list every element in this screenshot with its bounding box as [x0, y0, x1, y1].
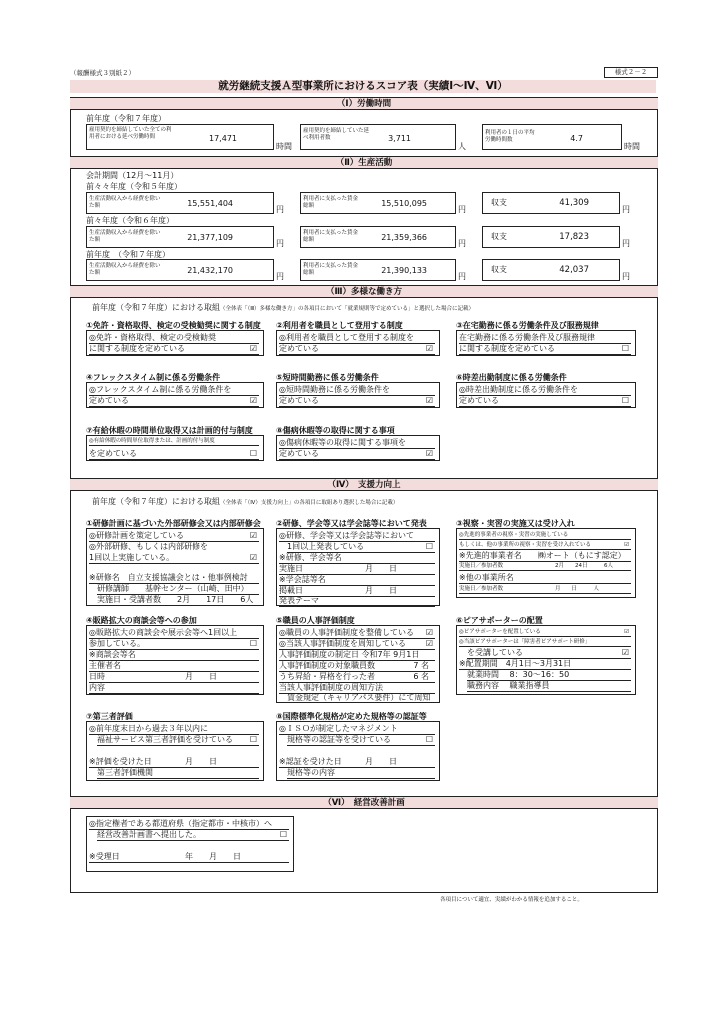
sec1-c1-value: 17,471 [209, 134, 237, 143]
sec6-line3: ※受理日 年 月 日 [89, 852, 289, 863]
sec3-item5-title: ⑤短時間勤務に係る労働条件 [276, 373, 379, 382]
sec4-item4-line5: 日時 月 日 [89, 672, 259, 683]
sec2-row3-c-value: 42,037 [559, 265, 589, 275]
sec6-header: （Ⅵ） 経営改善計画 [70, 796, 658, 809]
sec4-item6-line3: を受講している ☑ [467, 648, 629, 657]
sec2-row3-year: 前年度 （令和７年度） [86, 250, 170, 259]
checkbox-icon[interactable]: ☐ [621, 344, 629, 353]
sec2-label-c: 収支 [491, 265, 507, 274]
sec1-cell1 [86, 124, 274, 150]
sec3-intro-main: 前年度（令和７年度）における取組 [92, 303, 220, 312]
sec4-item6-line1: ◎ピアサポーターを配置している ☑ [459, 629, 629, 635]
sec2-label-b: 利用者に支払った賃金総額 [303, 263, 359, 276]
sec4-item5-line1: ◎職員の人事評価制度を整備している ☑ [279, 628, 433, 637]
sec3-intro [92, 303, 652, 313]
sec4-item5-line2: ◎当該人事評価制度を周知している ☑ [279, 639, 433, 648]
sec4-item6-line4: ※配置期間 4月1日～3月31日 [459, 659, 631, 670]
sec2-label-b: 利用者に支払った賃金総額 [303, 230, 359, 243]
sec4-item2-line7: 発表テーマ [279, 596, 435, 607]
sec4-item2-line3: ※研修、学会等名 [279, 553, 435, 564]
sec4-intro-note: （全体表「（Ⅳ）支援力向上」の各項目に取組あり選択した場合に記載） [220, 500, 399, 506]
sec3-item4-title: ④フレックスタイム制に係る労働条件 [86, 373, 221, 382]
sec2-row2-b [300, 226, 456, 248]
sec2-row2-b-value: 21,359,366 [381, 233, 427, 242]
sec4-item4-title: ④販路拡大の商談会等への参加 [86, 616, 197, 625]
sec4-item7-title: ⑦第三者評価 [86, 712, 133, 721]
sec2-unit: 円 [458, 205, 466, 214]
checkbox-icon[interactable]: ☑ [249, 531, 257, 540]
sec3-intro-note: （全体表「（Ⅲ）多様な働き方」の各項目において「就業規則等で定めている」と選択した場合に記載） [220, 306, 475, 312]
form-id: （報酬様式３別紙２） [70, 69, 135, 77]
sec4-item1-line1: ◎研修計画を策定している ☑ [89, 531, 257, 540]
sec3-item5-box [276, 382, 440, 408]
sec1-c3-unit: 時間 [624, 142, 640, 151]
sec4-item8-line1: ◎ＩＳＯが制定したマネジメント [279, 724, 435, 735]
checkbox-icon[interactable]: ☑ [425, 449, 433, 458]
sec3-item6-line2: 定めている ☐ [459, 396, 629, 405]
sec1-cell3 [482, 124, 622, 150]
sec2-row1-c [482, 192, 620, 214]
sec3-item3-box [456, 330, 636, 356]
sec4-item4-line6: 内容 [89, 683, 259, 694]
form-number: 様式２－２ [604, 67, 658, 78]
sec4-item1-title: ①研修計画に基づいた外部研修会又は内部研修会 [86, 519, 261, 528]
sec4-item6-line5: 就業時間 8：30～16：50 [467, 670, 631, 681]
sec6-box [86, 816, 294, 872]
sec4-item5-line4: 人事評価制度の対象職員数 7 名 [279, 661, 435, 672]
sec1-c2-unit: 人 [458, 142, 466, 151]
sec1-c1-unit: 時間 [276, 142, 292, 151]
sec2-row1-a-value: 15,551,404 [187, 199, 233, 208]
checkbox-icon[interactable]: ☑ [425, 344, 433, 353]
sec4-item5-title: ⑤職員の人事評価制度 [276, 616, 355, 625]
sec4-item2-line5: ※学会誌等名 [279, 575, 435, 586]
sec4-item8-box [276, 721, 440, 781]
sec4-item5-line6: 当該人事評価制度の周知方法 [279, 683, 435, 694]
sec3-item6-box [456, 382, 636, 408]
sec4-item2-title: ②研修、学会等又は学会誌等において発表 [276, 519, 427, 528]
sec4-item5-box [276, 625, 440, 703]
sec6-line2: 経営改善計画書へ提出した。 ☐ [97, 830, 287, 839]
sec4-item1-box [86, 528, 264, 606]
sec1-header: （Ⅰ）労働時間 [70, 97, 658, 110]
sec4-item4-line3: ※商談会等名 [89, 650, 259, 661]
sec2-row1-year: 前々々年度（令和５年度） [86, 182, 182, 191]
sec3-item8-title: ⑧傷病休暇等の取得に関する事項 [276, 426, 395, 435]
sec6-line1: ◎指定権者である都道府県（指定都市・中核市）へ [89, 819, 289, 830]
sec4-item1-line5: 研修講師 基幹センター（山崎、田中） [97, 584, 259, 595]
sec2-unit: 円 [458, 272, 466, 281]
sec3-item1-box [86, 330, 264, 356]
sec4-item7-line3: ※評価を受けた日 月 日 [89, 757, 259, 768]
sec4-item6-line2: ◎当該ピアサポーターは「障害者ピアサポート研修」 [459, 639, 631, 647]
sec2-row2-c [482, 226, 620, 248]
sec3-item4-line1: ◎フレックスタイム制に係る労働条件を [89, 385, 259, 396]
sec2-label-a: 生産活動収入から経費を除いた額 [89, 263, 161, 276]
sec1-c3-label: 利用者の１日の平均労働時間数 [485, 130, 535, 143]
sec3-item8-line2: 定めている ☑ [279, 449, 433, 458]
checkbox-icon[interactable]: ☑ [425, 639, 433, 648]
sec2-label-a: 生産活動収入から経費を除いた額 [89, 230, 161, 243]
checkbox-icon[interactable]: ☐ [425, 735, 433, 744]
sec3-item2-box [276, 330, 440, 356]
checkbox-icon[interactable]: ☑ [425, 628, 433, 637]
sec4-header: （Ⅳ） 支援力向上 [70, 478, 658, 491]
checkbox-icon[interactable]: ☑ [249, 553, 257, 562]
sec2-label-b: 利用者に支払った賃金総額 [303, 196, 359, 209]
sec4-item2-line2: 1回以上発表している ☐ [287, 542, 433, 551]
sec4-item3-line3: ※先進的事業者名 ㈱オート（もにす認定） [459, 551, 631, 562]
sec2-label-a: 生産活動収入から経費を除いた額 [89, 196, 161, 209]
sec4-item2-line6: 掲載日 月 日 [279, 586, 435, 597]
sec2-row3-b-value: 21,390,133 [381, 266, 427, 275]
checkbox-icon[interactable]: ☑ [425, 396, 433, 405]
sec4-item7-line2: 福祉サービス第三者評価を受けている ☐ [97, 735, 257, 744]
sec4-item3-line4: 実施日／参加者数 2月 24日 6人 [459, 563, 631, 571]
sec2-unit: 円 [276, 205, 284, 214]
checkbox-icon[interactable]: ☐ [249, 735, 257, 744]
sec4-item4-line1: ◎販路拡大の商談会や展示会等へ1回以上 [89, 628, 259, 639]
sec3-item7-line2: を定めている ☐ [89, 449, 257, 458]
sec3-item4-line2: 定めている ☑ [89, 396, 257, 405]
sec2-label-c: 収支 [491, 198, 507, 207]
checkbox-icon[interactable]: ☑ [621, 648, 629, 657]
sec4-intro-main: 前年度（令和７年度）における取組 [92, 497, 220, 506]
sec4-item1-line4: ※研修名 自立支援協議会とは・他事例検討 [89, 573, 259, 584]
sec4-item4-line4: 主催者名 [89, 661, 259, 672]
sec4-item1-line3: 1回以上実施している。 ☑ [89, 553, 257, 562]
sec2-row3-a-value: 21,432,170 [187, 266, 233, 275]
sec3-item8-box [276, 435, 440, 461]
checkbox-icon[interactable]: ☑ [624, 629, 629, 635]
sec3-item5-line1: ◎短時間勤務に係る労働条件を [279, 385, 435, 396]
sec4-item8-line4: 規格等の内容 [287, 768, 435, 779]
sec4-item7-box [86, 721, 264, 781]
checkbox-icon[interactable]: ☑ [249, 344, 257, 353]
checkbox-icon[interactable]: ☐ [425, 542, 433, 551]
sec4-item7-line4: 第三者評価機関 [97, 768, 259, 779]
sec3-item3-title: ③在宅勤務に係る労働条件及び服務規律 [456, 321, 599, 330]
sec4-item8-title: ⑧国際標準化規格が定めた規格等の認証等 [276, 712, 427, 721]
sec3-item2-line2: 定めている ☑ [279, 344, 433, 353]
sec3-item7-box [86, 435, 264, 461]
sec3-item7-title: ⑦有給休暇の時間単位取得又は計画的付与制度 [86, 426, 253, 435]
sec2-unit: 円 [622, 272, 630, 281]
sec3-item1-line1: ◎免許・資格取得、検定の受検勧奨 [89, 333, 259, 344]
sec2-row2-c-value: 17,823 [559, 232, 589, 242]
sec4-item2-line4: 実施日 月 日 [279, 564, 435, 575]
sec4-item1-line2: ◎外部研修、もしくは内部研修を [89, 542, 208, 551]
checkbox-icon[interactable]: ☑ [249, 396, 257, 405]
sec4-item4-box [86, 625, 264, 695]
sec3-item6-line1: ◎時差出勤制度に係る労働条件を [459, 385, 631, 396]
sec4-item3-line5: ※他の事業所名 [459, 573, 631, 584]
sec4-item3-line2: もしくは、他の事業所の視察・実習を受け入れている ☑ [459, 542, 629, 548]
sec4-intro [92, 497, 652, 507]
sec3-header: （Ⅲ）多様な働き方 [70, 285, 658, 298]
sec4-item5-line5: うち昇給・昇格を行った者 6 名 [279, 672, 435, 683]
sec4-item2-box [276, 528, 440, 606]
sec4-item8-line3: ※認証を受けた日 月 日 [279, 757, 435, 768]
sec3-item3-line1: 在宅勤務に係る労働条件及び服務規律 [459, 333, 631, 344]
sec2-header: （Ⅱ）生産活動 [70, 156, 658, 169]
sec1-c2-value: 3,711 [388, 134, 411, 143]
sec2-row1-b-value: 15,510,095 [381, 199, 427, 208]
sec1-cell2 [300, 124, 456, 150]
sec4-item3-box [456, 528, 636, 598]
sec3-item8-line1: ◎傷病休暇等の取得に関する事項を [279, 438, 435, 449]
sec2-row3-c [482, 259, 620, 281]
sec2-unit: 円 [622, 205, 630, 214]
sec4-item7-line1: ◎前年度末日から過去３年以内に [89, 724, 259, 735]
checkbox-icon[interactable]: ☐ [279, 830, 287, 839]
sec3-item1-title: ①免許・資格取得、検定の受検勧奨に関する制度 [86, 321, 261, 330]
sec3-item7-line1: ◎有給休暇の時間単位取得または、計画的付与制度 [89, 438, 259, 446]
sec2-row1-a [86, 192, 274, 214]
sec1-c3-value: 4.7 [570, 134, 583, 143]
sec4-item4-line2: 参加している。 ☐ [89, 639, 257, 648]
sec4-item5-line7: 賃金規定（キャリアパス要件）にて周知 [287, 693, 431, 702]
sec2-unit: 円 [276, 272, 284, 281]
checkbox-icon[interactable]: ☐ [621, 396, 629, 405]
sec2-row3-a [86, 259, 274, 281]
sec2-unit: 円 [458, 239, 466, 248]
sec2-row2-year: 前々年度（令和６年度） [86, 216, 174, 225]
sec2-row1-b [300, 192, 456, 214]
sec1-year: 前年度（令和７年度） [86, 114, 166, 123]
sec3-item2-line1: ◎利用者を職員として登用する制度を [279, 333, 435, 344]
sec4-item1-line6: 実施日・受講者数 2月 17日 6人 [97, 595, 259, 606]
sec2-row2-a-value: 21,377,109 [187, 233, 233, 242]
sec4-item8-line2: 規格等の認証等を受けている ☐ [287, 735, 433, 744]
sec1-c1-label: 雇用契約を締結していた全ての利用者における延べ労働時間 [89, 127, 172, 140]
sec2-unit: 円 [622, 239, 630, 248]
sec4-item6-box [456, 625, 636, 695]
sec3-item2-title: ②利用者を職員として登用する制度 [276, 321, 403, 330]
footnote: 各項目について適宜、実績がわかる情報を追加すること。 [440, 897, 583, 903]
sec2-period: 会計期間（12月～11月） [86, 171, 179, 180]
page-title: 就労継続支援Ａ型事業所におけるスコア表（実績Ⅰ～Ⅳ、Ⅵ） [70, 80, 656, 93]
sec2-label-c: 収支 [491, 232, 507, 241]
sec3-item1-line2: に関する制度を定めている ☑ [89, 344, 257, 353]
sec4-item5-line3: 人事評価制度の制定日 令和7年 9月1日 [279, 650, 435, 661]
sec4-item3-title: ③視察・実習の実施又は受け入れ [456, 519, 575, 528]
checkbox-icon[interactable]: ☑ [624, 542, 629, 548]
sec3-item3-line2: に関する制度を定めている ☐ [459, 344, 629, 353]
sec3-item4-box [86, 382, 264, 408]
sec2-row1-c-value: 41,309 [559, 198, 589, 208]
sec4-item6-title: ⑥ピアサポーターの配置 [456, 616, 543, 625]
sec4-item3-line1: ◎先進的事業者の視察・実習の実施している [459, 532, 631, 540]
sec2-unit: 円 [276, 239, 284, 248]
sec3-item5-line2: 定めている ☑ [279, 396, 433, 405]
checkbox-icon[interactable]: ☐ [249, 639, 257, 648]
sec4-item3-line6: 実施日／参加者数 月 日 人 [459, 586, 631, 594]
sec4-item2-line1: ◎研修、学会等又は学会誌等において [279, 531, 435, 542]
checkbox-icon[interactable]: ☐ [249, 449, 257, 458]
sec1-c2-label: 雇用契約を締結していた延べ利用者数 [303, 128, 370, 141]
sec2-row2-a [86, 226, 274, 248]
sec2-row3-b [300, 259, 456, 281]
sec4-item6-line6: 職務内容 職業指導員 [467, 681, 631, 692]
sec3-item6-title: ⑥時差出勤制度に係る労働条件 [456, 373, 567, 382]
